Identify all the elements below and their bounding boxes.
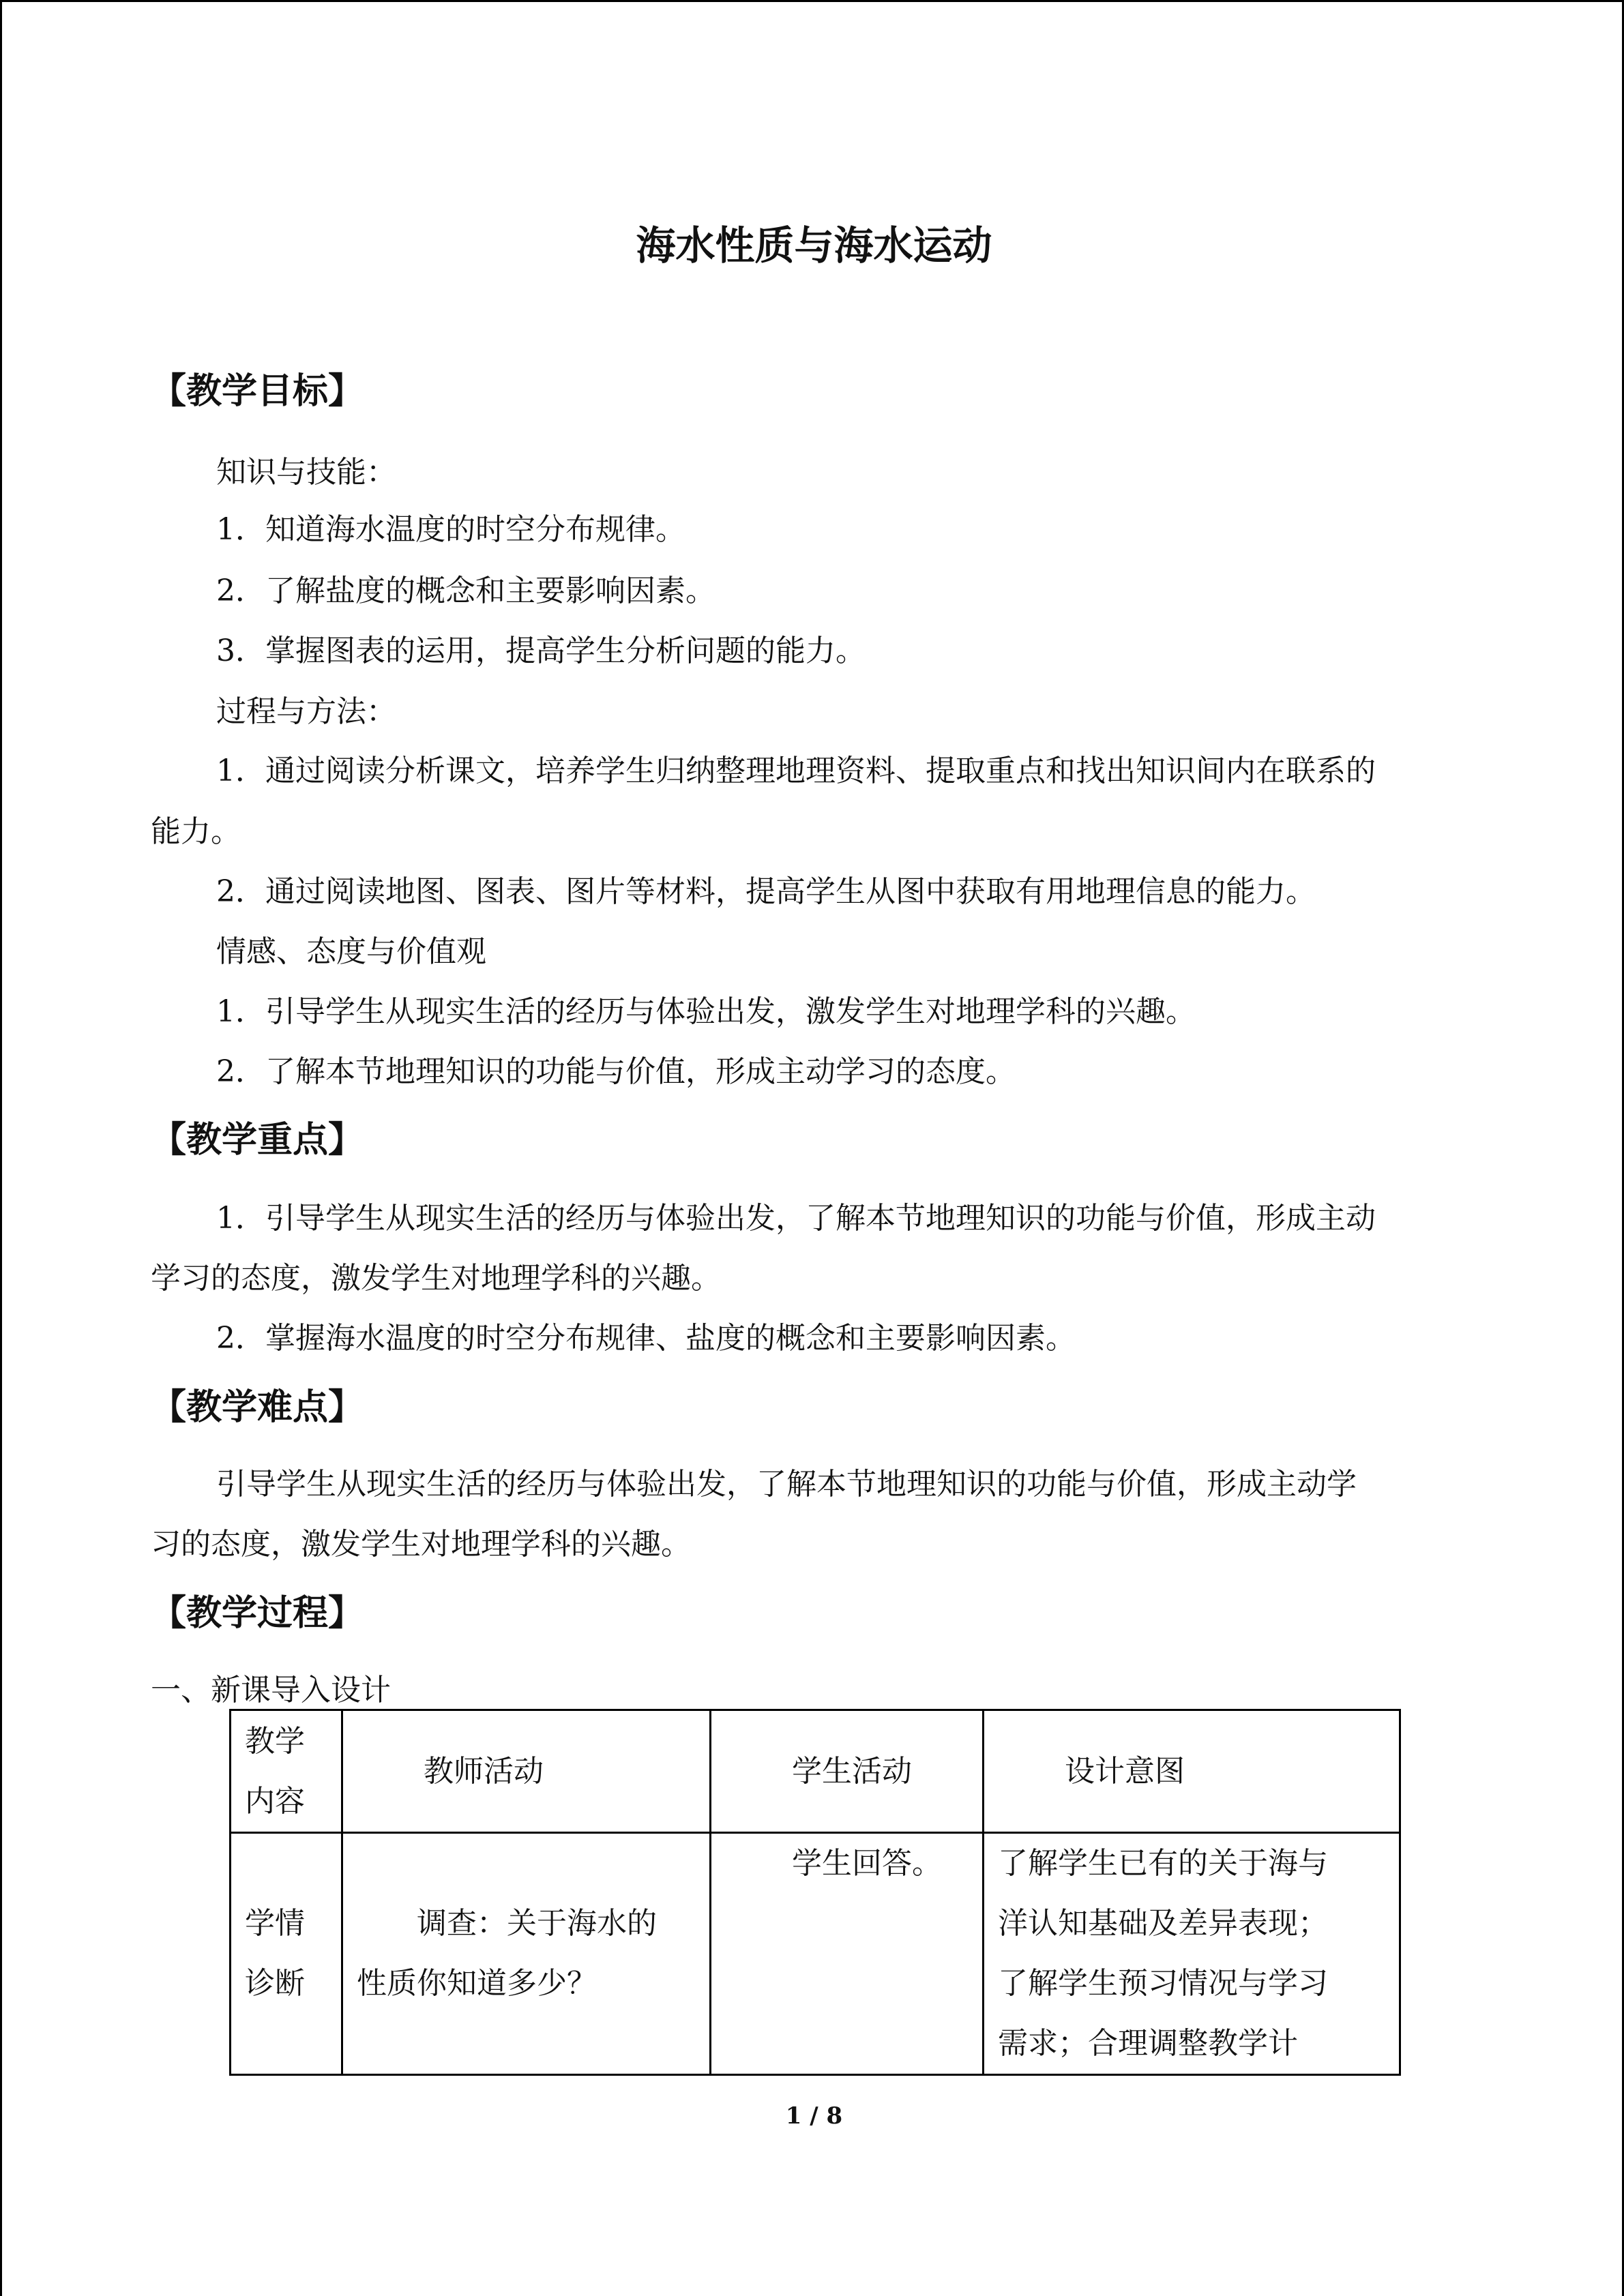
header-student: 学生活动: [711, 1710, 984, 1833]
keypoints-item: 1．引导学生从现实生活的经历与体验出发，了解本节地理知识的功能与价值，形成主动: [216, 1201, 1376, 1236]
difficulties-text-continued: 习的态度，激发学生对地理学科的兴趣。: [151, 1527, 691, 1562]
row-intent-line: 了解学生已有的关于海与: [998, 1846, 1328, 1881]
row-intent-line: 洋认知基础及差异表现；: [998, 1906, 1328, 1941]
header-content: [231, 1710, 342, 1833]
row-content-line: 学情: [245, 1906, 305, 1941]
section-heading-process: 【教学过程】: [151, 1593, 364, 1634]
document-title: 海水性质与海水运动: [636, 222, 992, 269]
goals-knowledge-label: 知识与技能：: [216, 455, 396, 490]
goals-process-label: 过程与方法：: [216, 694, 396, 729]
header-intent: 设计意图: [984, 1710, 1400, 1833]
goals-knowledge-item: 2．了解盐度的概念和主要影响因素。: [216, 573, 715, 608]
row-teacher: [342, 1833, 711, 2075]
difficulties-text: 引导学生从现实生活的经历与体验出发，了解本节地理知识的功能与价值，形成主动学: [216, 1467, 1357, 1502]
header-content-line: 教学: [245, 1723, 305, 1759]
keypoints-item-continued: 学习的态度，激发学生对地理学科的兴趣。: [151, 1261, 721, 1296]
page-indicator: 1 / 8: [785, 2102, 843, 2130]
row-intent-line: 需求；合理调整教学计: [998, 2026, 1298, 2061]
goals-emotion-label: 情感、态度与价值观: [216, 934, 486, 969]
row-intent-line: 了解学生预习情况与学习: [998, 1966, 1328, 2001]
lesson-table: [229, 1709, 1401, 2076]
goals-process-item: 1．通过阅读分析课文，培养学生归纳整理地理资料、提取重点和找出知识间内在联系的: [216, 754, 1376, 788]
keypoints-item: 2．掌握海水温度的时空分布规律、盐度的概念和主要影响因素。: [216, 1321, 1076, 1356]
section-heading-keypoints: 【教学重点】: [151, 1120, 364, 1161]
header-teacher: 教师活动: [342, 1710, 711, 1833]
goals-process-item: 2．通过阅读地图、图表、图片等材料，提高学生从图中获取有用地理信息的能力。: [216, 874, 1316, 909]
process-subheading: 一、新课导入设计: [151, 1673, 391, 1708]
row-intent: [984, 1833, 1400, 2075]
goals-knowledge-item: 1．知道海水温度的时空分布规律。: [216, 512, 685, 547]
goals-emotion-item: 1．引导学生从现实生活的经历与体验出发，激发学生对地理学科的兴趣。: [216, 994, 1196, 1029]
row-content-line: 诊断: [245, 1966, 305, 2001]
row-teacher-line: 调查：关于海水的: [417, 1906, 657, 1941]
row-content: [231, 1833, 342, 2075]
goals-emotion-item: 2．了解本节地理知识的功能与价值，形成主动学习的态度。: [216, 1054, 1016, 1089]
row-student: 学生回答。: [711, 1833, 984, 2075]
section-heading-difficulties: 【教学难点】: [151, 1387, 364, 1428]
goals-process-item-continued: 能力。: [151, 814, 241, 849]
table-row: [231, 1833, 1400, 2075]
goals-knowledge-item: 3．掌握图表的运用，提高学生分析问题的能力。: [216, 633, 866, 668]
section-heading-goals: 【教学目标】: [151, 371, 364, 412]
table-header-row: [231, 1710, 1400, 1833]
row-teacher-line: 性质你知道多少？: [357, 1966, 597, 2001]
header-content-line: 内容: [245, 1783, 305, 1819]
